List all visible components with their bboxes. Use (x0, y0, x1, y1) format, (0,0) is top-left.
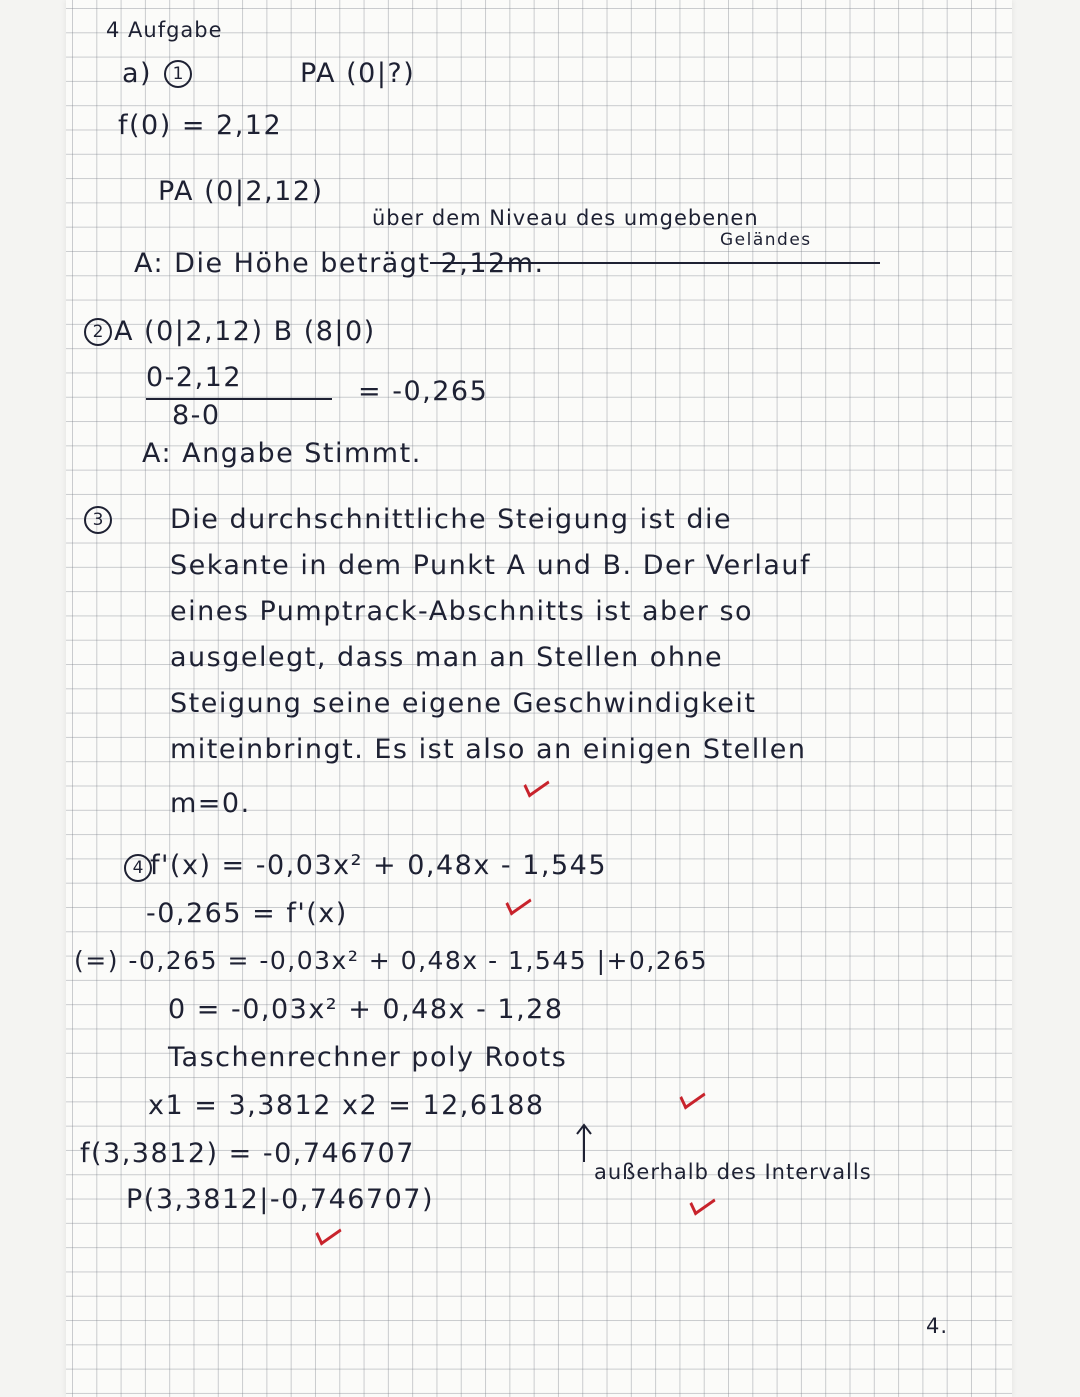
slope-result: = -0,265 (358, 376, 489, 407)
equation-line: 0 = -0,03x² + 0,48x - 1,28 (168, 994, 564, 1025)
text-line: Sekante in dem Punkt A und B. Der Verlauf (170, 550, 812, 581)
text-line: miteinbringt. Es ist also an einigen Stellen (170, 734, 807, 765)
text-line: ausgelegt, dass man an Stellen ohne (170, 642, 724, 673)
point-query: PA (0|?) (300, 58, 416, 89)
up-arrow-icon (574, 1122, 594, 1164)
text-line: m=0. (170, 788, 251, 819)
final-point: P(3,3812|-0,746707) (126, 1184, 434, 1215)
calculator-note: Taschenrechner poly Roots (168, 1042, 568, 1073)
task-title: 4 Aufgabe (106, 18, 223, 42)
text-line: Steigung seine eigene Geschwindigkeit (170, 688, 757, 719)
fraction-denominator: 8-0 (172, 400, 221, 431)
point-pa: PA (0|2,12) (158, 176, 324, 207)
derivative-line: f'(x) = -0,03x² + 0,48x - 1,545 (150, 850, 608, 881)
text-line: eines Pumptrack-Abschnitts ist aber so (170, 596, 754, 627)
item-4-badge: 4 (124, 854, 152, 882)
answer-1: A: Die Höhe beträgt 2,12m. (134, 248, 545, 279)
item-2-badge: 2 (84, 318, 112, 346)
text-line: Die durchschnittliche Steigung ist die (170, 504, 733, 535)
answer-insert: über dem Niveau des umgebenen (372, 206, 759, 230)
function-value-line: f(3,3812) = -0,746707 (80, 1138, 415, 1169)
equation-f0: f(0) = 2,12 (118, 110, 283, 141)
fraction-numerator: 0-2,12 (146, 362, 243, 393)
points-ab: A (0|2,12) B (8|0) (114, 316, 376, 347)
part-a-label: a) (122, 58, 153, 89)
interval-note: außerhalb des Intervalls (594, 1160, 872, 1184)
equation-line: -0,265 = f'(x) (146, 898, 348, 929)
item-1-badge: 1 (164, 60, 192, 88)
equation-line: (=) -0,265 = -0,03x² + 0,48x - 1,545 |+0,265 (74, 946, 709, 975)
answer-2: A: Angabe Stimmt. (142, 438, 422, 469)
roots-line: x1 = 3,3812 x2 = 12,6188 (148, 1090, 545, 1121)
page-number: 4. (926, 1314, 949, 1338)
item-3-badge: 3 (84, 506, 112, 534)
answer-insert-2: Geländes (720, 230, 812, 250)
